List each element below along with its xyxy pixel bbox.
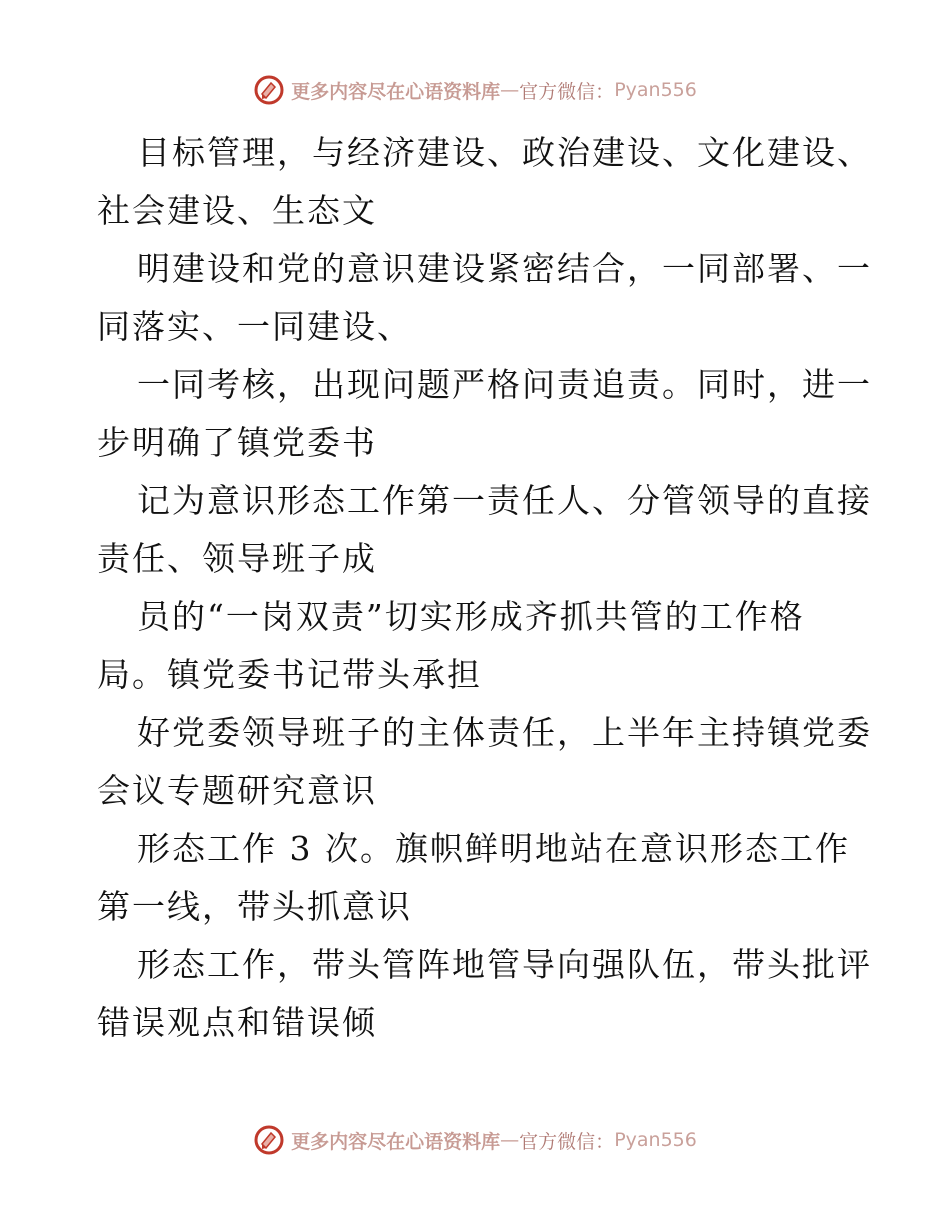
paragraph-1: 目标管理，与经济建设、政治建设、文化建设、 社会建设、生态文 [97, 133, 872, 230]
watermark-sub-text: 官方微信： [519, 80, 615, 103]
document-body [97, 124, 872, 1052]
paragraph-5: 员的“一岗双责”切实形成齐抓共管的工作格 局。镇党委书记带头承担 [97, 597, 805, 694]
paragraph-6: 好党委领导班子的主体责任，上半年主持镇党委 会议专题研究意识 [97, 713, 872, 810]
paragraph-7: 形态工作 3 次。旗帜鲜明地站在意识形态工作 第一线，带头抓意识 [97, 829, 850, 926]
brand-logo-icon [253, 1124, 285, 1156]
watermark-dash: — [500, 1129, 520, 1151]
paragraph-8: 形态工作，带头管阵地管导向强队伍，带头批评 错误观点和错误倾 [97, 945, 872, 1042]
watermark-main-text: 更多内容尽在心语资料库 [291, 80, 501, 103]
footer-watermark [0, 1122, 950, 1158]
watermark-wechat-id: Pyan556 [614, 1129, 697, 1151]
paragraph-2: 明建设和党的意识建设紧密结合，一同部署、一 同落实、一同建设、 [97, 249, 872, 346]
brand-logo-icon [253, 74, 285, 106]
paragraph-4: 记为意识形态工作第一责任人、分管领导的直接 责任、领导班子成 [97, 481, 872, 578]
watermark-sub-text: 官方微信： [519, 1130, 615, 1153]
watermark-dash: — [500, 79, 520, 101]
watermark-wechat-id: Pyan556 [614, 79, 697, 101]
paragraph-3: 一同考核，出现问题严格问责追责。同时，进一 步明确了镇党委书 [97, 365, 872, 462]
header-watermark [0, 72, 950, 108]
watermark-main-text: 更多内容尽在心语资料库 [291, 1130, 501, 1153]
